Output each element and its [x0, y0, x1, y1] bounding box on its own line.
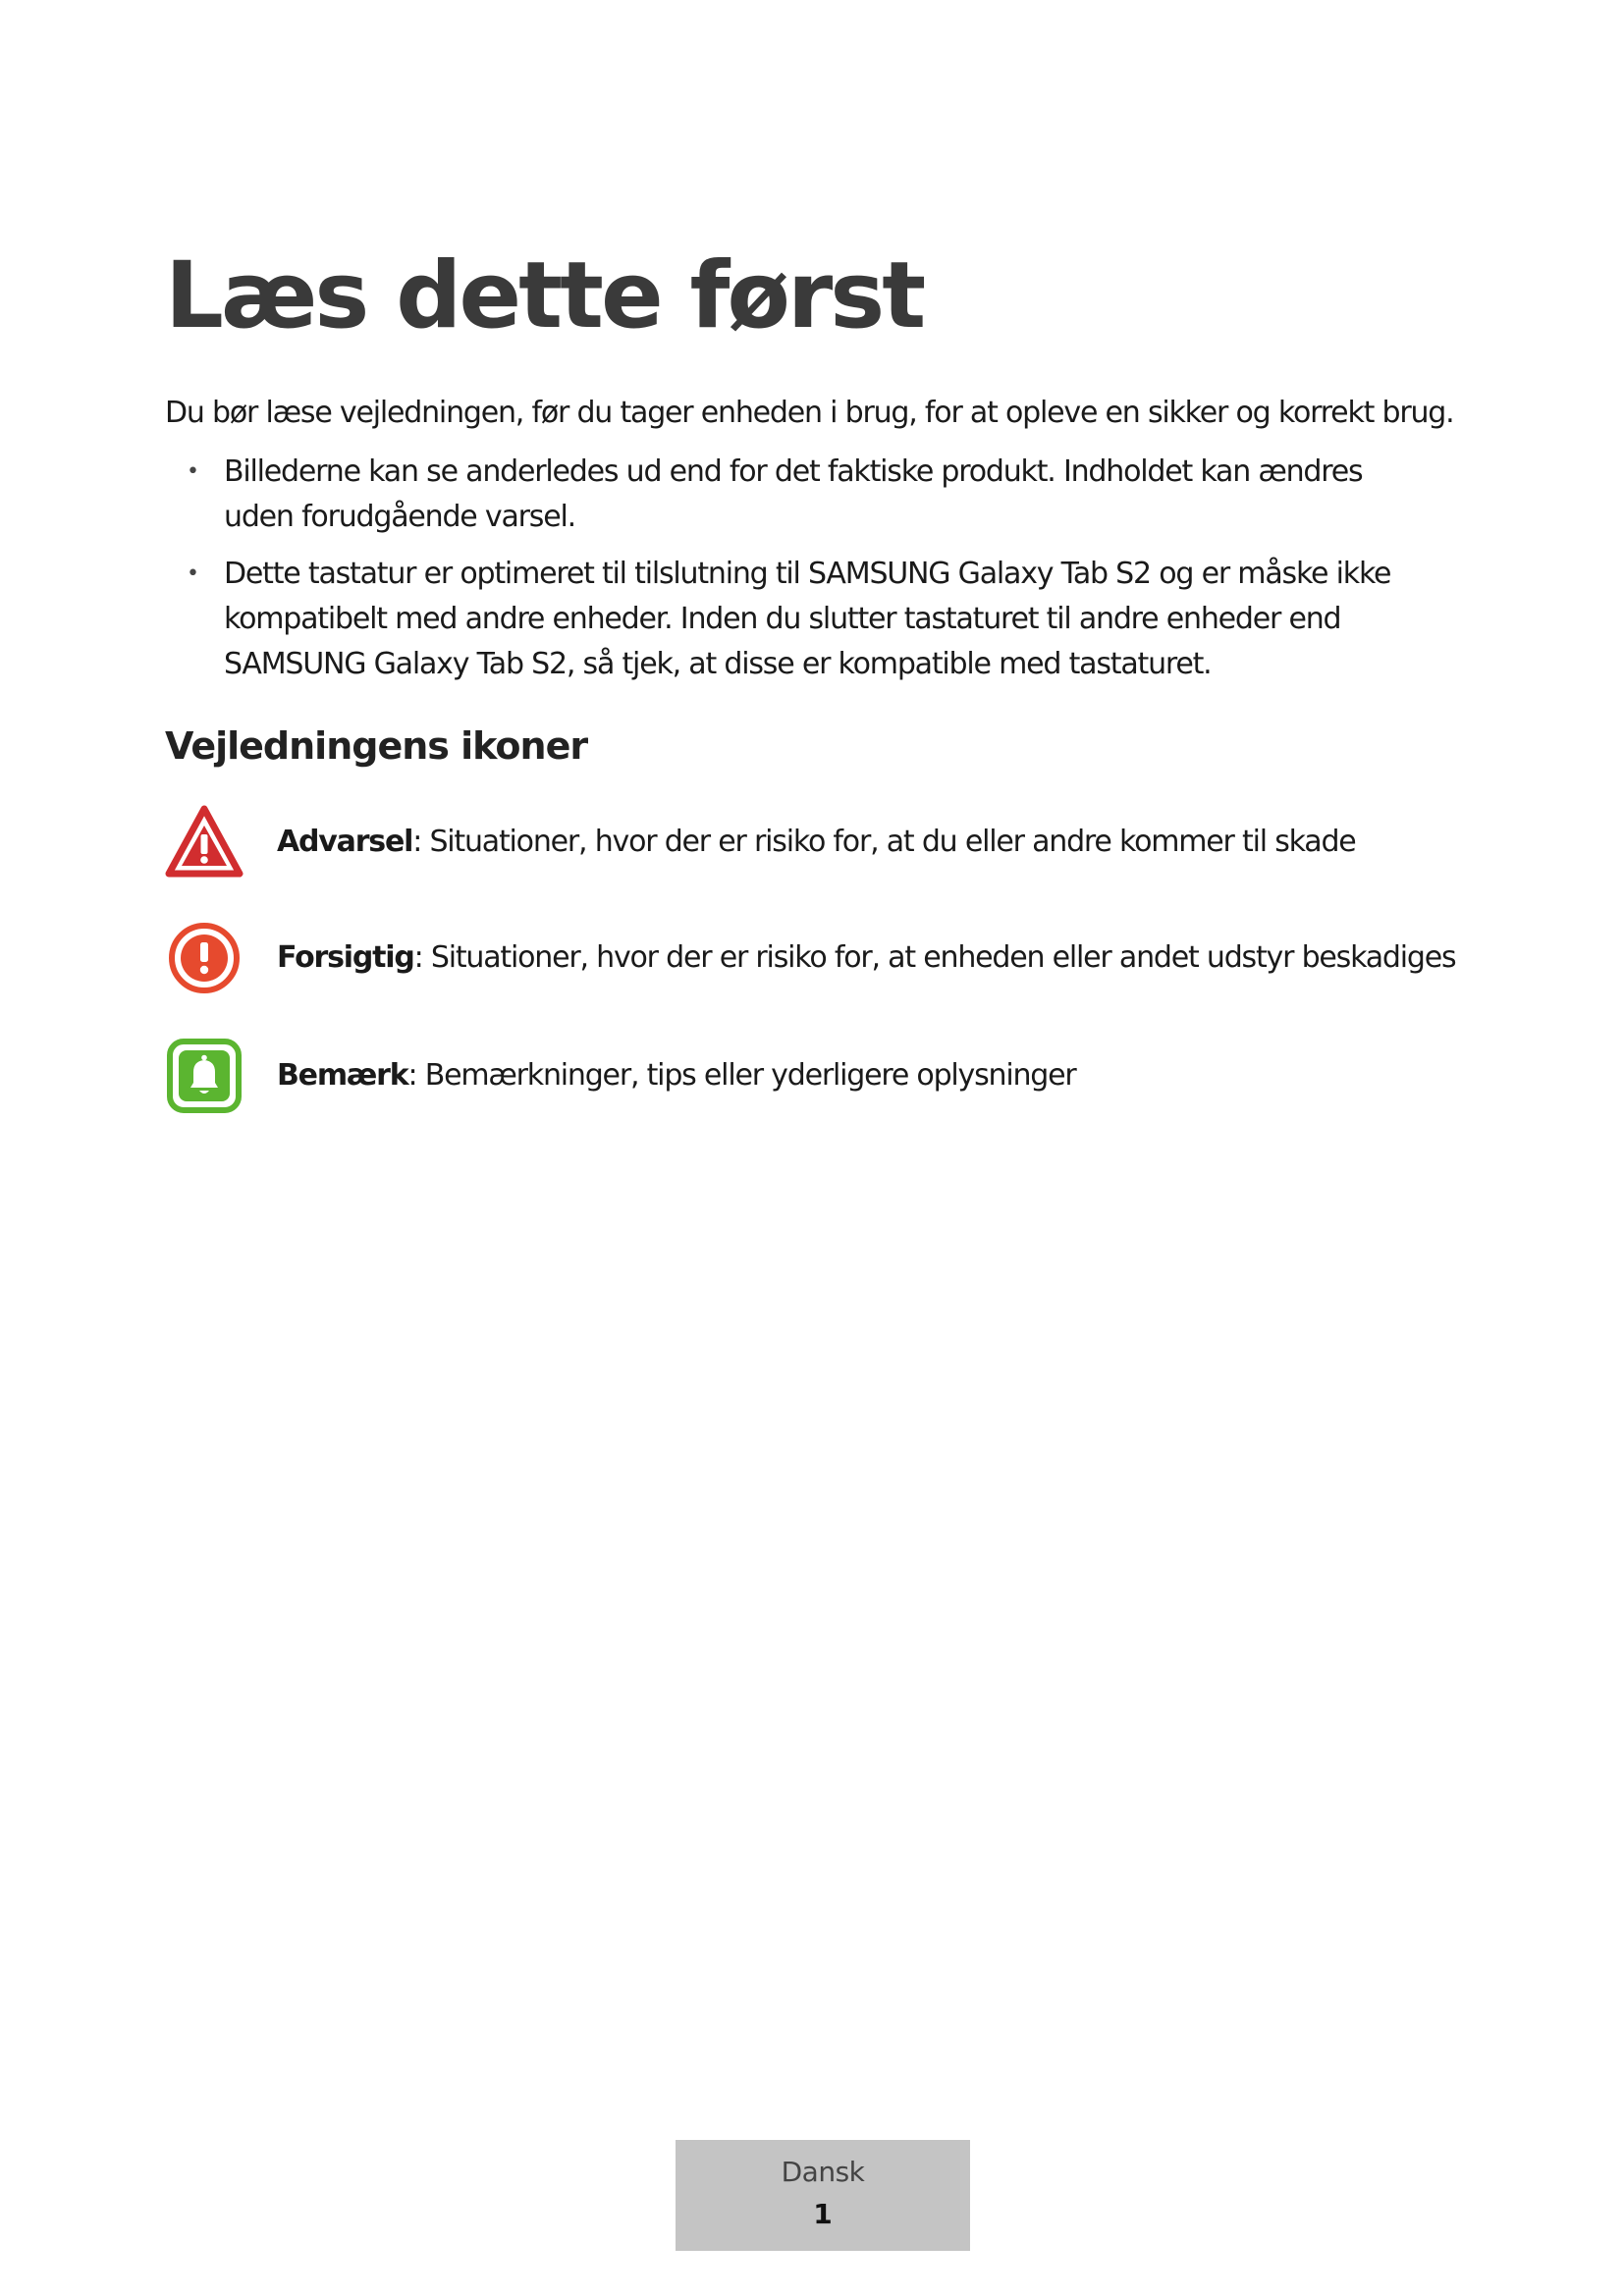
bullet-text: Dette tastatur er optimeret til tilslutning til SAMSUNG Galaxy Tab S2 og er måske ikke kompatibelt med andre enheder. Inden du slutter tastaturet til andre enheder end SAMSUNG Galaxy Tab S2, så tjek, at disse er kompatible med tastaturet.: [224, 557, 1391, 681]
intro-paragraph: Du bør læse vejledningen, før du tager enheden i brug, for at opleve en sikker og korrekt brug.: [165, 396, 1454, 430]
icon-legend-text: [277, 1054, 1076, 1097]
footer-language: Dansk: [781, 2156, 865, 2188]
icon-legend-description: Bemærkninger, tips eller yderligere oplysninger: [416, 1058, 1076, 1093]
icon-legend-text: [277, 936, 1455, 980]
page-footer: [676, 2140, 970, 2251]
section-title: Vejledningens ikoner: [165, 724, 588, 768]
icon-legend-label: Forsigtig: [277, 940, 414, 975]
icon-legend-label: Advarsel: [277, 825, 413, 859]
bullet-icon: •: [187, 459, 198, 484]
icon-legend-description: Situationer, hvor der er risiko for, at du eller andre kommer til skade: [421, 825, 1356, 859]
page-number: 1: [813, 2198, 833, 2230]
caution-circle-icon: [165, 919, 244, 997]
label-separator: :: [407, 1058, 417, 1093]
bullet-icon: •: [187, 561, 198, 586]
list-item: [187, 450, 1434, 540]
notice-list: [187, 450, 1434, 699]
label-separator: :: [413, 940, 423, 975]
icon-legend-label: Bemærk: [277, 1058, 408, 1093]
icon-legend-caution: [165, 919, 1481, 997]
warning-triangle-icon: [165, 803, 244, 881]
icon-legend-warning: [165, 803, 1481, 881]
icon-legend-text: [277, 821, 1356, 864]
label-separator: :: [412, 825, 422, 859]
page-title: Læs dette først: [165, 242, 924, 349]
list-item: [187, 552, 1434, 687]
bullet-text: Billederne kan se anderledes ud end for det faktiske produkt. Indholdet kan ændres uden forudgående varsel.: [224, 454, 1363, 534]
icon-legend-note: [165, 1037, 1481, 1115]
icon-legend-description: Situationer, hvor der er risiko for, at enheden eller andet udstyr beskadiges: [422, 940, 1456, 975]
note-bell-icon: [165, 1037, 244, 1115]
